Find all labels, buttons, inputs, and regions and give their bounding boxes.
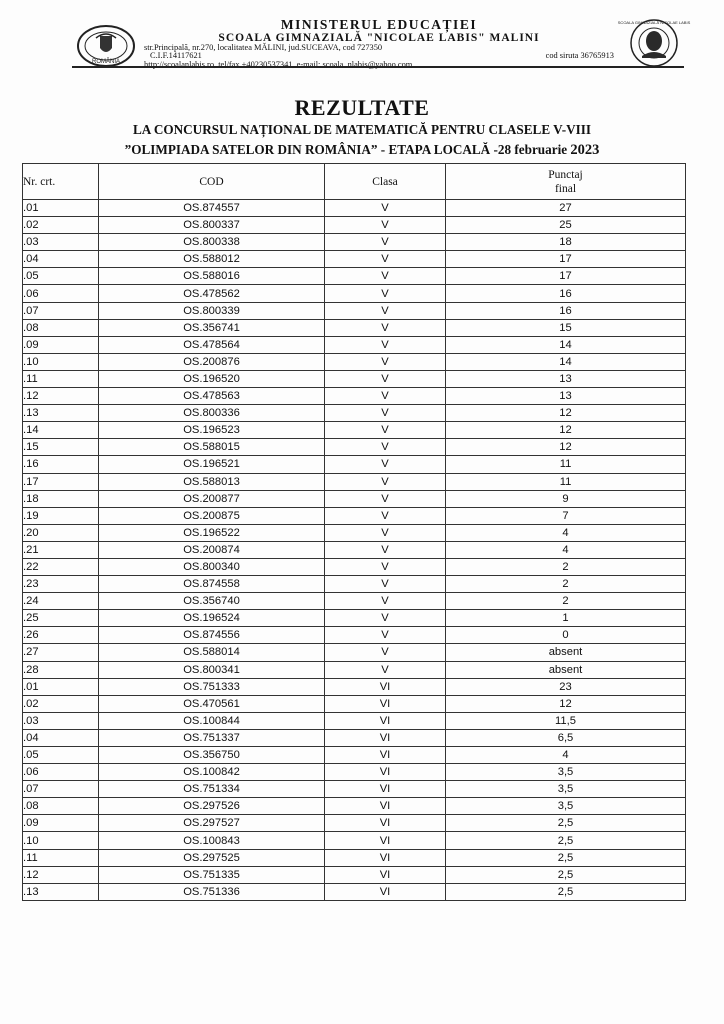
table-row [23,832,686,849]
cell-punctaj: absent [446,644,686,661]
table-row [23,644,686,661]
cell-cod: OS.800339 [99,302,325,319]
cell-punctaj: 2 [446,558,686,575]
table-row [23,251,686,268]
cell-clasa: V [325,234,446,251]
header-cod: COD [99,164,325,200]
cell-clasa: V [325,490,446,507]
cell-cod: OS.196521 [99,456,325,473]
header-final: final [554,182,577,195]
cell-nr-crt: .06 [23,285,99,302]
cell-punctaj: 2,5 [446,849,686,866]
cell-nr-crt: .07 [23,781,99,798]
event-year: 2023 [570,142,600,158]
cell-cod: OS.356741 [99,319,325,336]
cell-nr-crt: .01 [23,200,99,217]
cell-punctaj: 13 [446,388,686,405]
cell-cod: OS.200877 [99,490,325,507]
cell-clasa: VI [325,712,446,729]
document-event-line [0,142,724,159]
cell-nr-crt: .02 [23,217,99,234]
table-row [23,712,686,729]
cell-cod: OS.874556 [99,627,325,644]
table-row [23,781,686,798]
table-row [23,285,686,302]
cell-nr-crt: .20 [23,524,99,541]
cell-nr-crt: .19 [23,507,99,524]
cell-nr-crt: .08 [23,319,99,336]
cell-clasa: V [325,507,446,524]
cell-cod: OS.196524 [99,610,325,627]
cell-punctaj: 18 [446,234,686,251]
cell-clasa: V [325,422,446,439]
table-row [23,490,686,507]
cell-nr-crt: .23 [23,576,99,593]
cell-punctaj: 15 [446,319,686,336]
table-row [23,764,686,781]
cell-clasa: VI [325,695,446,712]
coat-of-arms-seal-icon [76,24,136,68]
seal-right-text: SCOALA GIMNAZIALĂ NICOLAE LABIS [617,20,691,25]
cell-punctaj: 12 [446,422,686,439]
cell-nr-crt: .04 [23,251,99,268]
cell-cod: OS.874557 [99,200,325,217]
header-clasa: Clasa [325,164,446,200]
letterhead-text [144,18,614,69]
cell-punctaj: 3,5 [446,798,686,815]
cell-punctaj: 9 [446,490,686,507]
cell-nr-crt: .13 [23,883,99,900]
cell-nr-crt: .14 [23,422,99,439]
cell-cod: OS.196522 [99,524,325,541]
cell-clasa: VI [325,832,446,849]
cell-nr-crt: .16 [23,456,99,473]
cell-punctaj: 27 [446,200,686,217]
table-row [23,524,686,541]
cell-clasa: V [325,405,446,422]
table-row [23,729,686,746]
table-row [23,370,686,387]
table-row [23,815,686,832]
cell-nr-crt: .10 [23,353,99,370]
cell-clasa: V [325,558,446,575]
cell-nr-crt: .08 [23,798,99,815]
cell-cod: OS.297527 [99,815,325,832]
cell-clasa: V [325,370,446,387]
cell-nr-crt: .01 [23,678,99,695]
cell-nr-crt: .10 [23,832,99,849]
letterhead-divider [72,66,684,68]
cell-punctaj: 11,5 [446,712,686,729]
cell-nr-crt: .25 [23,610,99,627]
cell-cod: OS.588016 [99,268,325,285]
cell-punctaj: 6,5 [446,729,686,746]
table-row [23,200,686,217]
cell-cod: OS.800337 [99,217,325,234]
cell-punctaj: 4 [446,747,686,764]
cell-nr-crt: .13 [23,405,99,422]
cell-clasa: V [325,610,446,627]
cell-punctaj: 2 [446,593,686,610]
cell-cod: OS.100844 [99,712,325,729]
header-nr-crt: Nr. crt. [23,164,99,200]
cell-nr-crt: .03 [23,712,99,729]
cell-cod: OS.478563 [99,388,325,405]
cell-clasa: VI [325,764,446,781]
cell-nr-crt: .02 [23,695,99,712]
table-row [23,849,686,866]
cell-nr-crt: .24 [23,593,99,610]
table-row [23,541,686,558]
cell-cod: OS.751335 [99,866,325,883]
cell-clasa: V [325,217,446,234]
cell-nr-crt: .07 [23,302,99,319]
cell-clasa: V [325,627,446,644]
cell-punctaj: 3,5 [446,781,686,798]
cell-clasa: V [325,473,446,490]
cell-clasa: V [325,302,446,319]
cell-punctaj: 14 [446,353,686,370]
letterhead [72,17,691,69]
cell-cod: OS.751337 [99,729,325,746]
table-row [23,576,686,593]
cell-punctaj: 12 [446,405,686,422]
table-row [23,302,686,319]
cell-cod: OS.800338 [99,234,325,251]
cell-cod: OS.800340 [99,558,325,575]
document-title: REZULTATE [294,95,430,120]
cell-punctaj: 4 [446,524,686,541]
cell-cod: OS.100842 [99,764,325,781]
table-row [23,319,686,336]
cell-nr-crt: .04 [23,729,99,746]
cell-cod: OS.196523 [99,422,325,439]
cell-cod: OS.356740 [99,593,325,610]
header-punctaj-final [446,164,686,200]
siruta-code: cod siruta 36765913 [545,51,614,61]
cell-cod: OS.297526 [99,798,325,815]
cell-punctaj: 14 [446,336,686,353]
cif-code: C.I.F.14117621 [150,51,202,61]
school-portrait-seal-icon [617,18,691,68]
cell-cod: OS.588015 [99,439,325,456]
cell-cod: OS.356750 [99,747,325,764]
cell-punctaj: 3,5 [446,764,686,781]
results-table-body [23,200,686,901]
cell-punctaj: absent [446,661,686,678]
cell-cod: OS.588014 [99,644,325,661]
cell-clasa: VI [325,849,446,866]
table-row [23,866,686,883]
table-row [23,627,686,644]
cell-nr-crt: .09 [23,815,99,832]
cell-cod: OS.200874 [99,541,325,558]
cell-punctaj: 2,5 [446,883,686,900]
cell-punctaj: 7 [446,507,686,524]
cell-nr-crt: .28 [23,661,99,678]
cell-nr-crt: .21 [23,541,99,558]
cell-cod: OS.297525 [99,849,325,866]
table-row [23,473,686,490]
cell-nr-crt: .18 [23,490,99,507]
table-row [23,883,686,900]
cell-nr-crt: .26 [23,627,99,644]
table-row [23,217,686,234]
cell-cod: OS.588013 [99,473,325,490]
cell-clasa: V [325,576,446,593]
cell-punctaj: 16 [446,285,686,302]
cell-clasa: V [325,285,446,302]
school-name: SCOALA GIMNAZIALĂ "NICOLAE LABIS" MALINI [218,31,540,44]
cell-punctaj: 2,5 [446,866,686,883]
cell-nr-crt: .06 [23,764,99,781]
cell-clasa: V [325,644,446,661]
table-row [23,353,686,370]
cell-clasa: V [325,336,446,353]
cell-cod: OS.874558 [99,576,325,593]
cell-punctaj: 0 [446,627,686,644]
cell-punctaj: 17 [446,268,686,285]
cell-clasa: V [325,200,446,217]
cell-clasa: V [325,661,446,678]
cell-clasa: V [325,268,446,285]
table-row [23,593,686,610]
table-row [23,678,686,695]
cell-cod: OS.751336 [99,883,325,900]
ministry-name: MINISTERUL EDUCAȚIEI [280,17,478,32]
cell-cod: OS.751334 [99,781,325,798]
cell-punctaj: 2,5 [446,832,686,849]
cell-clasa: VI [325,729,446,746]
cell-clasa: VI [325,815,446,832]
cell-nr-crt: .11 [23,849,99,866]
cell-punctaj: 11 [446,456,686,473]
cell-clasa: V [325,439,446,456]
cell-cod: OS.200875 [99,507,325,524]
cell-cod: OS.196520 [99,370,325,387]
cell-cod: OS.800336 [99,405,325,422]
cell-cod: OS.100843 [99,832,325,849]
cell-cod: OS.800341 [99,661,325,678]
table-row [23,422,686,439]
cell-punctaj: 11 [446,473,686,490]
table-row [23,695,686,712]
cell-punctaj: 4 [446,541,686,558]
table-row [23,507,686,524]
cell-clasa: V [325,524,446,541]
cell-punctaj: 1 [446,610,686,627]
header-punctaj: Punctaj [548,168,583,181]
cell-nr-crt: .05 [23,268,99,285]
cell-clasa: VI [325,883,446,900]
cell-clasa: V [325,251,446,268]
cell-cod: OS.751333 [99,678,325,695]
cell-nr-crt: .22 [23,558,99,575]
cell-clasa: V [325,388,446,405]
cell-nr-crt: .12 [23,388,99,405]
table-row [23,336,686,353]
table-row [23,747,686,764]
table-row [23,456,686,473]
cell-punctaj: 2 [446,576,686,593]
table-row [23,234,686,251]
table-row [23,661,686,678]
cell-nr-crt: .11 [23,370,99,387]
cell-punctaj: 23 [446,678,686,695]
cell-clasa: VI [325,678,446,695]
table-row [23,388,686,405]
cell-clasa: V [325,353,446,370]
cell-cod: OS.470561 [99,695,325,712]
cell-cod: OS.588012 [99,251,325,268]
results-table [22,163,686,901]
cell-cod: OS.478564 [99,336,325,353]
cell-punctaj: 12 [446,439,686,456]
event-name: ”OLIMPIADA SATELOR DIN ROMÂNIA” - ETAPA LOCALĂ -28 februarie [124,142,571,157]
cell-cod: OS.478562 [99,285,325,302]
cell-clasa: VI [325,781,446,798]
cell-punctaj: 2,5 [446,815,686,832]
cell-nr-crt: .27 [23,644,99,661]
table-row [23,268,686,285]
cell-clasa: V [325,319,446,336]
cell-nr-crt: .17 [23,473,99,490]
cell-nr-crt: .05 [23,747,99,764]
table-row [23,558,686,575]
seal-left-text: ROMÂNIA [91,59,121,65]
document-subtitle: LA CONCURSUL NAȚIONAL DE MATEMATICĂ PENTRU CLASELE V-VIII [132,122,592,137]
cell-clasa: V [325,456,446,473]
cell-nr-crt: .03 [23,234,99,251]
table-row [23,610,686,627]
table-row [23,439,686,456]
cell-punctaj: 25 [446,217,686,234]
cell-punctaj: 13 [446,370,686,387]
cell-clasa: V [325,541,446,558]
cell-clasa: VI [325,866,446,883]
cell-cod: OS.200876 [99,353,325,370]
table-row [23,405,686,422]
cell-punctaj: 12 [446,695,686,712]
school-address: str.Principală, nr.270, localitatea MĂLINI, jud.SUCEAVA, cod 727350 [144,43,383,52]
cell-clasa: VI [325,747,446,764]
table-row [23,798,686,815]
cell-nr-crt: .12 [23,866,99,883]
table-header-row [23,164,686,200]
cell-nr-crt: .15 [23,439,99,456]
cell-nr-crt: .09 [23,336,99,353]
cell-clasa: VI [325,798,446,815]
cell-punctaj: 17 [446,251,686,268]
school-contact: http://scoalanlabis.ro, tel/fax +40230537341, e-mail: scoala_nlabis@yahoo.com [144,59,413,69]
cell-clasa: V [325,593,446,610]
cell-punctaj: 16 [446,302,686,319]
